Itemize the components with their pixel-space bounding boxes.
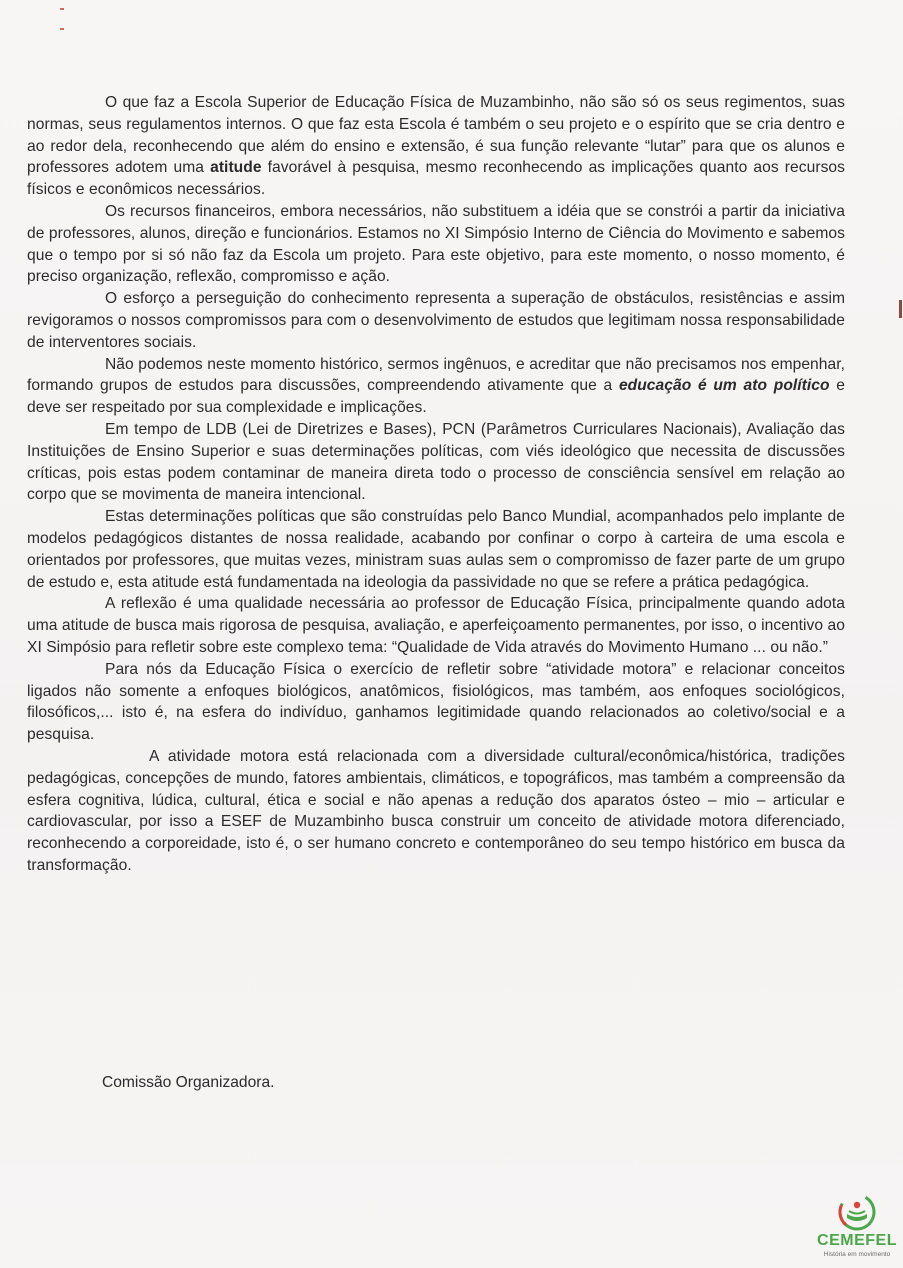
scan-edge-mark — [899, 300, 902, 318]
cemefel-emblem-icon — [837, 1192, 877, 1232]
scan-artifact-mark — [60, 28, 64, 30]
document-body — [27, 92, 845, 877]
paragraph-2: Os recursos financeiros, embora necessários, não substituem a idéia que se constrói a partir da iniciativa de professores, alunos, direção e funcionários. Estamos no XI Simpósio Interno de Ciência do Movimento e sabemos que o tempo por si só não faz da Escola um projeto. Para este objetivo, para este momento, o nosso momento, é preciso organização, reflexão, compromisso e ação. — [27, 202, 845, 286]
paragraph-1 — [27, 92, 845, 201]
emphasis-atitude: atitude — [210, 159, 262, 177]
paragraph-9: A atividade motora está relacionada com a diversidade cultural/econômica/histórica, tradições pedagógicas, concepções de mundo, fatores ambientais, climáticos, e topográficos, mas também a compreensão da esfera cognitiva, lúdica, cultural, ética e social e não apenas a redução dos aparatos ósteo – mio – articular e cardiovascular, por isso a ESEF de Muzambinho busca construir um conceito de atividade motora diferenciado, reconhecendo a corporeidade, isto é, o ser humano concreto e contemporâneo do seu tempo histórico em busca da transformação. — [27, 747, 845, 874]
paragraph-5: Em tempo de LDB (Lei de Diretrizes e Bases), PCN (Parâmetros Curriculares Nacionais), Avaliação das Instituições de Ensino Superior e suas determinações políticas, com viés ideológico que necessita de discussões críticas, pois estas podem contaminar de maneira direta todo o processo de consciência sensível em relação ao corpo que se movimenta de maneira intencional. — [27, 420, 845, 504]
signature: Comissão Organizadora. — [102, 1074, 275, 1091]
logo-tagline: História em movimento — [823, 1251, 891, 1258]
paragraph-4-text: Não podemos neste momento histórico, sermos ingênuos, e acreditar que não precisamos nos empenhar, formando grupos de estudos para discussões, compreendendo ativamente que a — [27, 355, 845, 395]
scan-artifact-mark — [60, 8, 64, 10]
paragraph-1-text: O que faz a Escola Superior de Educação Física de Muzambinho, não são só os seus regimentos, suas normas, seus regulamentos internos. O que faz esta Escola é também o seu projeto e o espírito que se cria dentro e ao redor dela, reconhecendo que além do ensino e extensão, é sua função relevante “lutar” para que os alunos e professores adotem uma — [27, 94, 845, 177]
paragraph-3: O esforço a perseguição do conhecimento representa a superação de obstáculos, resistências e assim revigoramos o nossos compromissos para com o desenvolvimento de estudos que legitimam nossa responsabilidade de interventores sociais. — [27, 290, 845, 351]
cemefel-logo — [812, 1190, 902, 1264]
paragraph-6: Estas determinações políticas que são construídas pelo Banco Mundial, acompanhados pelo implante de modelos pedagógicos distantes de nossa realidade, acabando por confinar o corpo à carteira de uma escola e orientados por professores, que muitas vezes, ministram suas aulas sem o compromisso de fazer parte de um grupo de estudo e, esta atitude está fundamentada na ideologia da passividade no que se refere a prática pedagógica. — [27, 508, 845, 591]
paragraph-7: A reflexão é uma qualidade necessária ao professor de Educação Física, principalmente quando adota uma atitude de busca mais rigorosa de pesquisa, avaliação, e aperfeiçoamento permanentes, por isso, o incentivo ao XI Simpósio para refletir sobre este complexo tema: “Qualidade de Vida através do Movimento Humano ... ou não.” — [27, 595, 845, 656]
paragraph-1-text-end: favorável à pesquisa, mesmo reconhecendo as implicações quanto aos recursos físicos e econômicos necessários. — [27, 159, 845, 199]
paragraph-4 — [27, 354, 845, 419]
emphasis-educacao-ato-politico: educação é um ato político — [618, 377, 830, 395]
paragraph-8: Para nós da Educação Física o exercício de refletir sobre “atividade motora” e relacionar conceitos ligados não somente a enfoques biológicos, anatômicos, fisiológicos, mas também, aos enfoques sociológicos, filosóficos,... isto é, na esfera do indivíduo, ganhamos legitimidade quando relacionados ao coletivo/social e a pesquisa. — [27, 660, 845, 744]
logo-name: CEMEFEL — [817, 1232, 897, 1249]
paragraph-4-text-end: e deve ser respeitado por sua complexidade e implicações. — [27, 377, 845, 417]
